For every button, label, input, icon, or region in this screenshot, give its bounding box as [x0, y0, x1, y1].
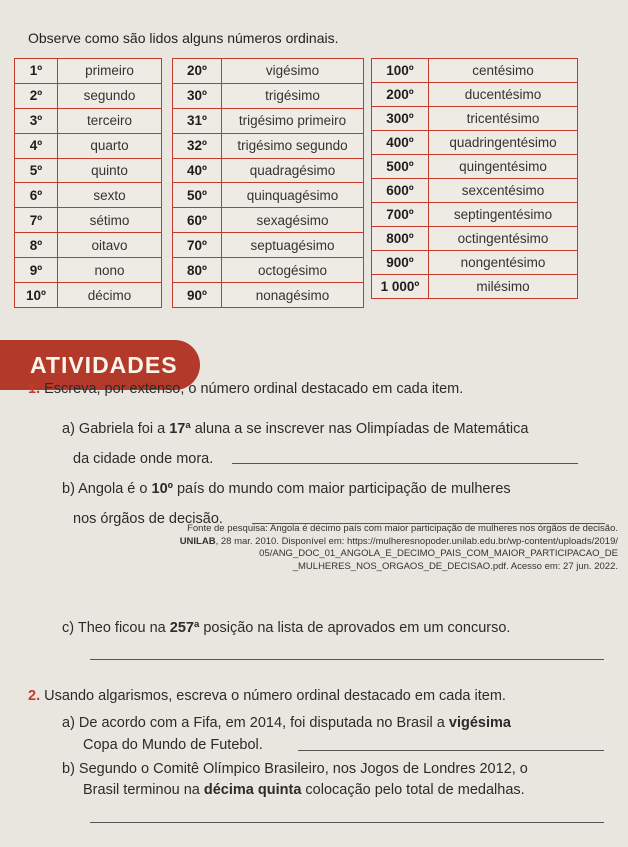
ordinal-row	[372, 251, 578, 275]
ordinal-row	[173, 83, 364, 108]
ordinal-number: 800º	[372, 227, 429, 251]
ordinal-word: centésimo	[429, 59, 578, 83]
ordinal-row	[372, 59, 578, 83]
ordinal-word: quarto	[58, 133, 162, 158]
ordinal-table-20-to-90	[172, 58, 364, 308]
ordinal-number: 3º	[15, 108, 58, 133]
ordinal-row	[15, 183, 162, 208]
ordinal-row	[372, 275, 578, 299]
ordinal-row	[372, 179, 578, 203]
ordinal-word: trigésimo primeiro	[222, 108, 364, 133]
ordinal-257: 257ª	[169, 620, 200, 636]
ordinal-word: trigésimo segundo	[222, 133, 364, 158]
ordinal-word: sexcentésimo	[429, 179, 578, 203]
ordinal-number: 80º	[173, 258, 222, 283]
ordinal-number: 31º	[173, 108, 222, 133]
ordinal-word: sexagésimo	[222, 208, 364, 233]
ordinal-word: milésimo	[476, 279, 530, 294]
ordinal-word: primeiro	[58, 59, 162, 84]
ordinal-word: quingentésimo	[429, 155, 578, 179]
ordinal-number: 100º	[372, 59, 429, 83]
question-2b: b) Segundo o Comitê Olímpico Brasileiro, nos Jogos de Londres 2012, o	[62, 761, 528, 777]
answer-line-2b[interactable]	[90, 822, 604, 823]
ordinal-number: 1º	[15, 59, 58, 84]
ordinal-10: 10º	[151, 481, 173, 497]
answer-line-2a[interactable]	[298, 750, 604, 751]
ordinal-word: décimo	[87, 287, 132, 303]
question-2	[28, 687, 506, 706]
ordinal-row	[173, 158, 364, 183]
ordinal-row	[173, 283, 364, 308]
ordinal-word: trigésimo	[222, 83, 364, 108]
ordinal-number: 900º	[372, 251, 429, 275]
ordinal-row	[372, 155, 578, 179]
ordinal-number: 8º	[15, 233, 58, 258]
ordinal-number: 10º	[15, 283, 58, 308]
word-decima-quinta: décima quinta	[203, 782, 302, 798]
ordinal-row	[372, 203, 578, 227]
ordinal-number: 4º	[15, 133, 58, 158]
ordinal-number: 70º	[173, 233, 222, 258]
ordinal-word: quadragésimo	[222, 158, 364, 183]
ordinal-word: tricentésimo	[429, 107, 578, 131]
intro-text: Observe como são lidos alguns números ordinais.	[28, 30, 339, 46]
ordinal-number: 300º	[372, 107, 429, 131]
question-1b-line2: nos órgãos de decisão.	[73, 511, 223, 527]
ordinal-number: 50º	[173, 183, 222, 208]
ordinal-number: 700º	[372, 203, 429, 227]
ordinal-row	[173, 108, 364, 133]
ordinal-17: 17ª	[169, 421, 191, 437]
ordinal-word: oitavo	[58, 233, 162, 258]
ordinal-row	[15, 283, 162, 308]
answer-line-1a[interactable]	[232, 463, 578, 464]
question-1c: c) Theo ficou na 257ª posição na lista de aprovados em um concurso.	[62, 620, 511, 636]
ordinal-word: sétimo	[58, 208, 162, 233]
ordinal-word: vigésimo	[222, 59, 364, 84]
question-1	[28, 380, 463, 399]
ordinal-word: nono	[58, 258, 162, 283]
ordinal-word: terceiro	[58, 108, 162, 133]
ordinal-number: 90º	[173, 283, 222, 308]
ordinal-table-1-to-10	[14, 58, 162, 308]
ordinal-word: septuagésimo	[222, 233, 364, 258]
ordinal-number: 32º	[173, 133, 222, 158]
ordinal-word: octogésimo	[222, 258, 364, 283]
ordinal-row	[15, 59, 162, 84]
question-2-number: 2.	[28, 688, 41, 704]
question-1-text: Escreva, por extenso, o número ordinal destacado em cada item.	[44, 381, 464, 397]
ordinal-row	[173, 59, 364, 84]
ordinal-row	[173, 258, 364, 283]
ordinal-row	[15, 258, 162, 283]
ordinal-row	[372, 227, 578, 251]
question-2-text: Usando algarismos, escreva o número ordinal destacado em cada item.	[44, 688, 506, 704]
question-2a: a) De acordo com a Fifa, em 2014, foi disputada no Brasil a vigésima	[62, 715, 511, 731]
ordinal-number: 20º	[173, 59, 222, 84]
ordinal-row	[173, 233, 364, 258]
ordinal-number: 600º	[372, 179, 429, 203]
ordinal-row	[15, 83, 162, 108]
ordinal-row	[372, 131, 578, 155]
ordinal-word: quadringentésimo	[429, 131, 578, 155]
question-1a: a) Gabriela foi a 17ª aluna a se inscrever nas Olimpíadas de Matemática	[62, 421, 529, 437]
ordinal-word: nonagésimo	[255, 287, 330, 303]
ordinal-word: quinto	[58, 158, 162, 183]
ordinal-row	[15, 158, 162, 183]
ordinal-number: 6º	[15, 183, 58, 208]
ordinal-row	[173, 183, 364, 208]
ordinal-number: 1 000º	[372, 275, 429, 299]
question-1-number: 1.	[28, 381, 41, 397]
ordinal-row	[15, 208, 162, 233]
ordinal-row	[15, 233, 162, 258]
question-1a-line2: da cidade onde mora.	[73, 451, 214, 467]
ordinal-number: 5º	[15, 158, 58, 183]
ordinal-word: sexto	[58, 183, 162, 208]
answer-line-1c[interactable]	[90, 659, 604, 660]
ordinal-word: ducentésimo	[429, 83, 578, 107]
ordinal-row	[372, 83, 578, 107]
ordinal-word: nongentésimo	[429, 251, 578, 275]
activities-title: ATIVIDADES	[30, 352, 178, 378]
ordinal-word: septingentésimo	[429, 203, 578, 227]
ordinal-number: 500º	[372, 155, 429, 179]
question-2b-line2: Brasil terminou na décima quinta colocação pelo total de medalhas.	[83, 782, 525, 798]
ordinal-number: 30º	[173, 83, 222, 108]
ordinal-row	[173, 208, 364, 233]
question-1b: b) Angola é o 10º país do mundo com maior participação de mulheres	[62, 481, 511, 497]
ordinal-row	[15, 108, 162, 133]
ordinal-number: 7º	[15, 208, 58, 233]
ordinal-number: 2º	[15, 83, 58, 108]
ordinal-word: segundo	[58, 83, 162, 108]
source-citation: Fonte de pesquisa: Angola é décimo país com maior participação de mulheres nos órgãos de decisão. UNILAB, 28 mar. 2010. Disponível em: https://mulheresnopoder.unilab.edu.br/wp-content/uploads/2019/ 05/ANG_DOC_01_ANGOLA_E_DECIMO_PAIS_COM_MAIOR_PARTICIPACAO_DE _MULHERES_NOS_ORGAOS_DE_DECISAO.pdf. Acesso em: 27 jun. 2022.	[179, 523, 618, 572]
ordinal-number: 40º	[173, 158, 222, 183]
ordinal-row	[372, 107, 578, 131]
ordinal-row	[15, 133, 162, 158]
ordinal-table-100-to-1000	[371, 58, 578, 299]
question-2a-line2: Copa do Mundo de Futebol.	[83, 737, 263, 753]
ordinal-number: 400º	[372, 131, 429, 155]
ordinal-word: quinquagésimo	[222, 183, 364, 208]
ordinal-word: octingentésimo	[429, 227, 578, 251]
word-vigesima: vigésima	[448, 715, 511, 731]
ordinal-row	[173, 133, 364, 158]
ordinal-number: 200º	[372, 83, 429, 107]
ordinal-number: 60º	[173, 208, 222, 233]
ordinal-number: 9º	[15, 258, 58, 283]
